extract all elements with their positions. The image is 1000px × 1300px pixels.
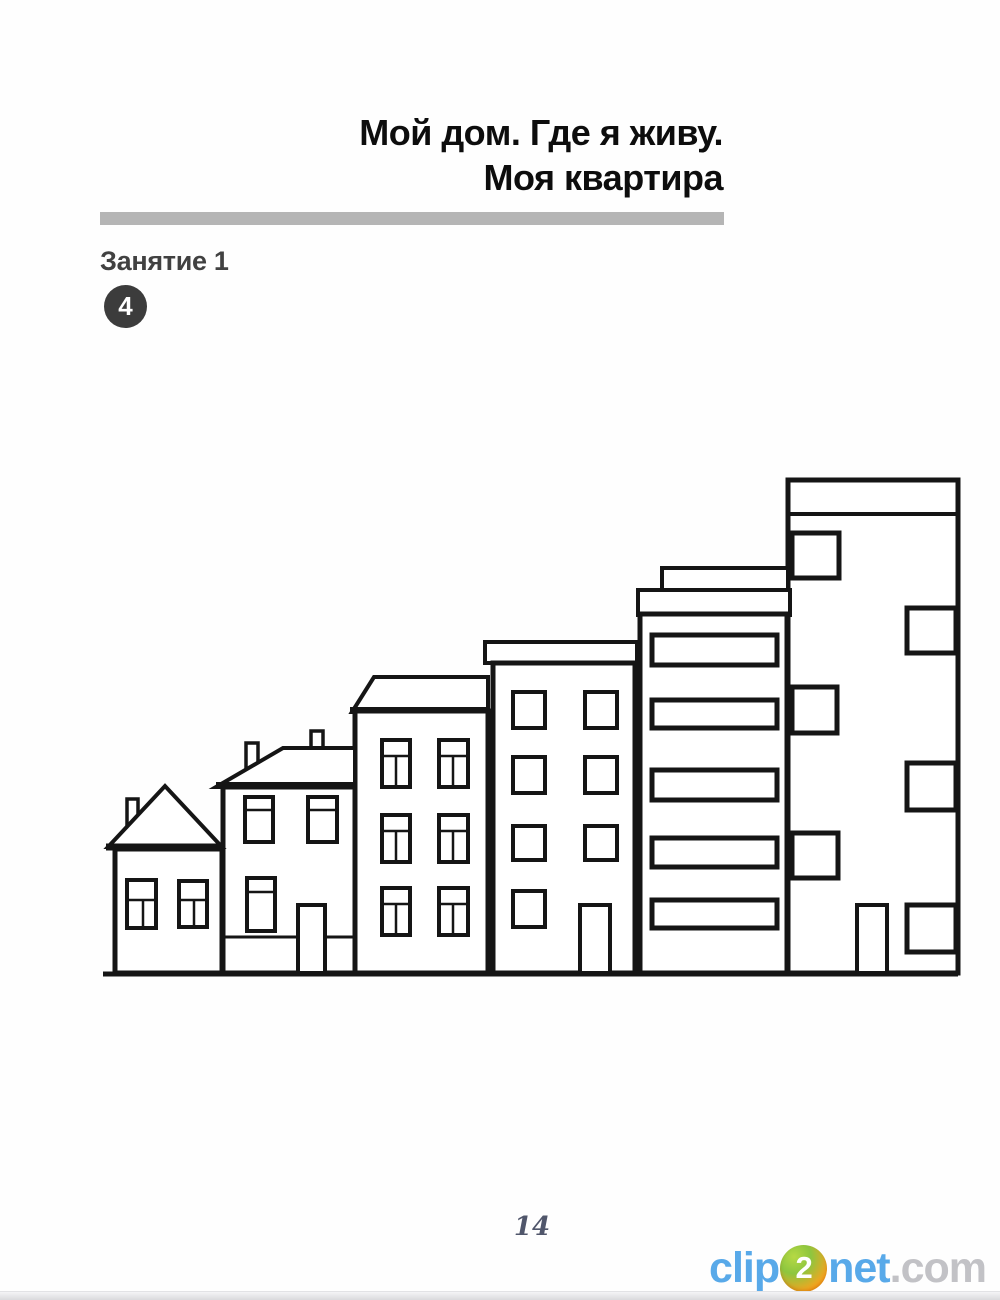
page-number: 14 xyxy=(513,1212,551,1242)
window xyxy=(585,692,617,728)
building-1-small-house xyxy=(106,786,224,973)
window xyxy=(792,533,839,578)
window xyxy=(652,770,777,800)
bottom-edge-bar xyxy=(0,1291,1000,1300)
page-title-line1: Мой дом. Где я живу. xyxy=(359,112,723,153)
window xyxy=(792,833,838,878)
door xyxy=(857,905,887,973)
clip2net-watermark xyxy=(709,1243,986,1293)
lesson-label: Занятие 1 xyxy=(100,246,229,276)
door xyxy=(298,905,325,973)
window xyxy=(513,692,545,728)
watermark-com-text: .com xyxy=(889,1243,986,1292)
window xyxy=(907,763,956,810)
building-3-three-storey xyxy=(350,677,488,973)
window xyxy=(308,797,337,842)
window xyxy=(652,900,777,928)
building-4-four-storey xyxy=(485,642,637,973)
building-2-two-storey xyxy=(216,731,355,973)
watermark-clip-text: clip xyxy=(709,1243,780,1292)
roof xyxy=(108,786,222,847)
window xyxy=(652,635,777,665)
window xyxy=(247,878,275,931)
window xyxy=(585,757,617,793)
window xyxy=(513,826,545,860)
building-5-ribbon-windows xyxy=(638,568,790,973)
window xyxy=(907,608,956,653)
window xyxy=(907,905,956,952)
window xyxy=(652,838,777,867)
watermark-2-text: 2 xyxy=(795,1250,812,1285)
watermark-net-text: net xyxy=(828,1243,890,1292)
watermark-2-circle-icon xyxy=(780,1245,827,1292)
door xyxy=(580,905,610,973)
window xyxy=(513,757,545,793)
window xyxy=(513,891,545,927)
window xyxy=(127,880,156,928)
page-title-line2: Моя квартира xyxy=(483,157,723,198)
exercise-number: 4 xyxy=(118,291,133,321)
window xyxy=(652,700,777,728)
roof xyxy=(216,748,355,787)
window xyxy=(792,687,837,733)
building-6-tall-block xyxy=(788,480,958,973)
window xyxy=(585,826,617,860)
window xyxy=(245,797,273,842)
